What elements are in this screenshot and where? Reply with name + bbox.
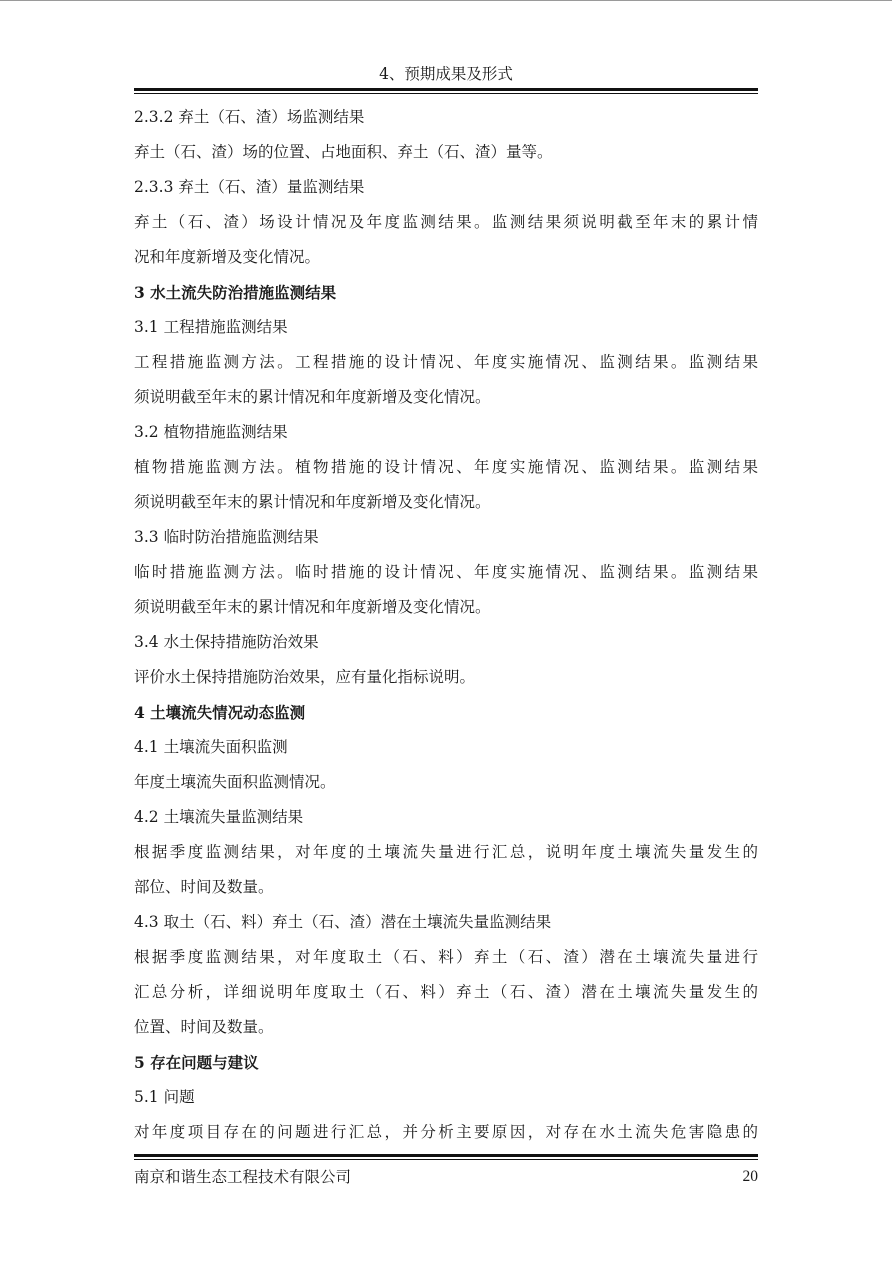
text-line: 年度土壤流失面积监测情况。 [134,773,336,791]
text-line: 位置、时间及数量。 [134,1018,274,1036]
text-line: 3.1 工程措施监测结果 [134,318,288,336]
footer-rule-top [134,1154,758,1157]
running-header: 4、预期成果及形式 [379,65,513,83]
text-line: 部位、时间及数量。 [134,878,274,896]
text-line: 4.3 取土（石、料）弃土（石、渣）潜在土壤流失量监测结果 [134,913,552,931]
section-heading: 5 存在问题与建议 [134,1053,259,1072]
text-line: 临时措施监测方法。临时措施的设计情况、年度实施情况、监测结果。监测结果 [134,563,758,581]
footer-rule-bottom [134,1159,758,1160]
text-line: 弃土（石、渣）场的位置、占地面积、弃土（石、渣）量等。 [134,143,553,161]
text-line: 植物措施监测方法。植物措施的设计情况、年度实施情况、监测结果。监测结果 [134,458,758,476]
text-line: 汇总分析，详细说明年度取土（石、料）弃土（石、渣）潜在土壤流失量发生的 [134,983,758,1001]
text-line: 3.3 临时防治措施监测结果 [134,528,319,546]
text-line: 根据季度监测结果，对年度取土（石、料）弃土（石、渣）潜在土壤流失量进行 [134,948,758,966]
text-line: 对年度项目存在的问题进行汇总，并分析主要原因，对存在水土流失危害隐患的 [134,1123,758,1141]
text-line: 况和年度新增及变化情况。 [134,248,321,266]
text-line: 工程措施监测方法。工程措施的设计情况、年度实施情况、监测结果。监测结果 [134,353,758,371]
text-line: 3.2 植物措施监测结果 [134,423,288,441]
text-line: 评价水土保持措施防治效果，应有量化指标说明。 [134,668,476,686]
text-line: 2.3.3 弃土（石、渣）量监测结果 [134,178,365,196]
text-line: 须说明截至年末的累计情况和年度新增及变化情况。 [134,388,491,406]
text-line: 3.4 水土保持措施防治效果 [134,633,319,651]
page-top-border [0,0,892,1]
text-line: 根据季度监测结果，对年度的土壤流失量进行汇总，说明年度土壤流失量发生的 [134,843,758,861]
header-rule-top [134,88,758,91]
text-line: 弃土（石、渣）场设计情况及年度监测结果。监测结果须说明截至年末的累计情 [134,213,758,231]
text-line: 4.2 土壤流失量监测结果 [134,808,304,826]
text-line: 5.1 问题 [134,1088,195,1106]
header-rule-bottom [134,93,758,94]
footer-company: 南京和谐生态工程技术有限公司 [134,1168,352,1186]
text-line: 2.3.2 弃土（石、渣）场监测结果 [134,108,365,126]
text-line: 须说明截至年末的累计情况和年度新增及变化情况。 [134,493,491,511]
section-heading: 4 土壤流失情况动态监测 [134,703,306,722]
text-line: 4.1 土壤流失面积监测 [134,738,288,756]
body-text [134,100,758,1150]
section-heading: 3 水土流失防治措施监测结果 [134,283,337,302]
page-number: 20 [742,1168,758,1185]
text-line: 须说明截至年末的累计情况和年度新增及变化情况。 [134,598,491,616]
